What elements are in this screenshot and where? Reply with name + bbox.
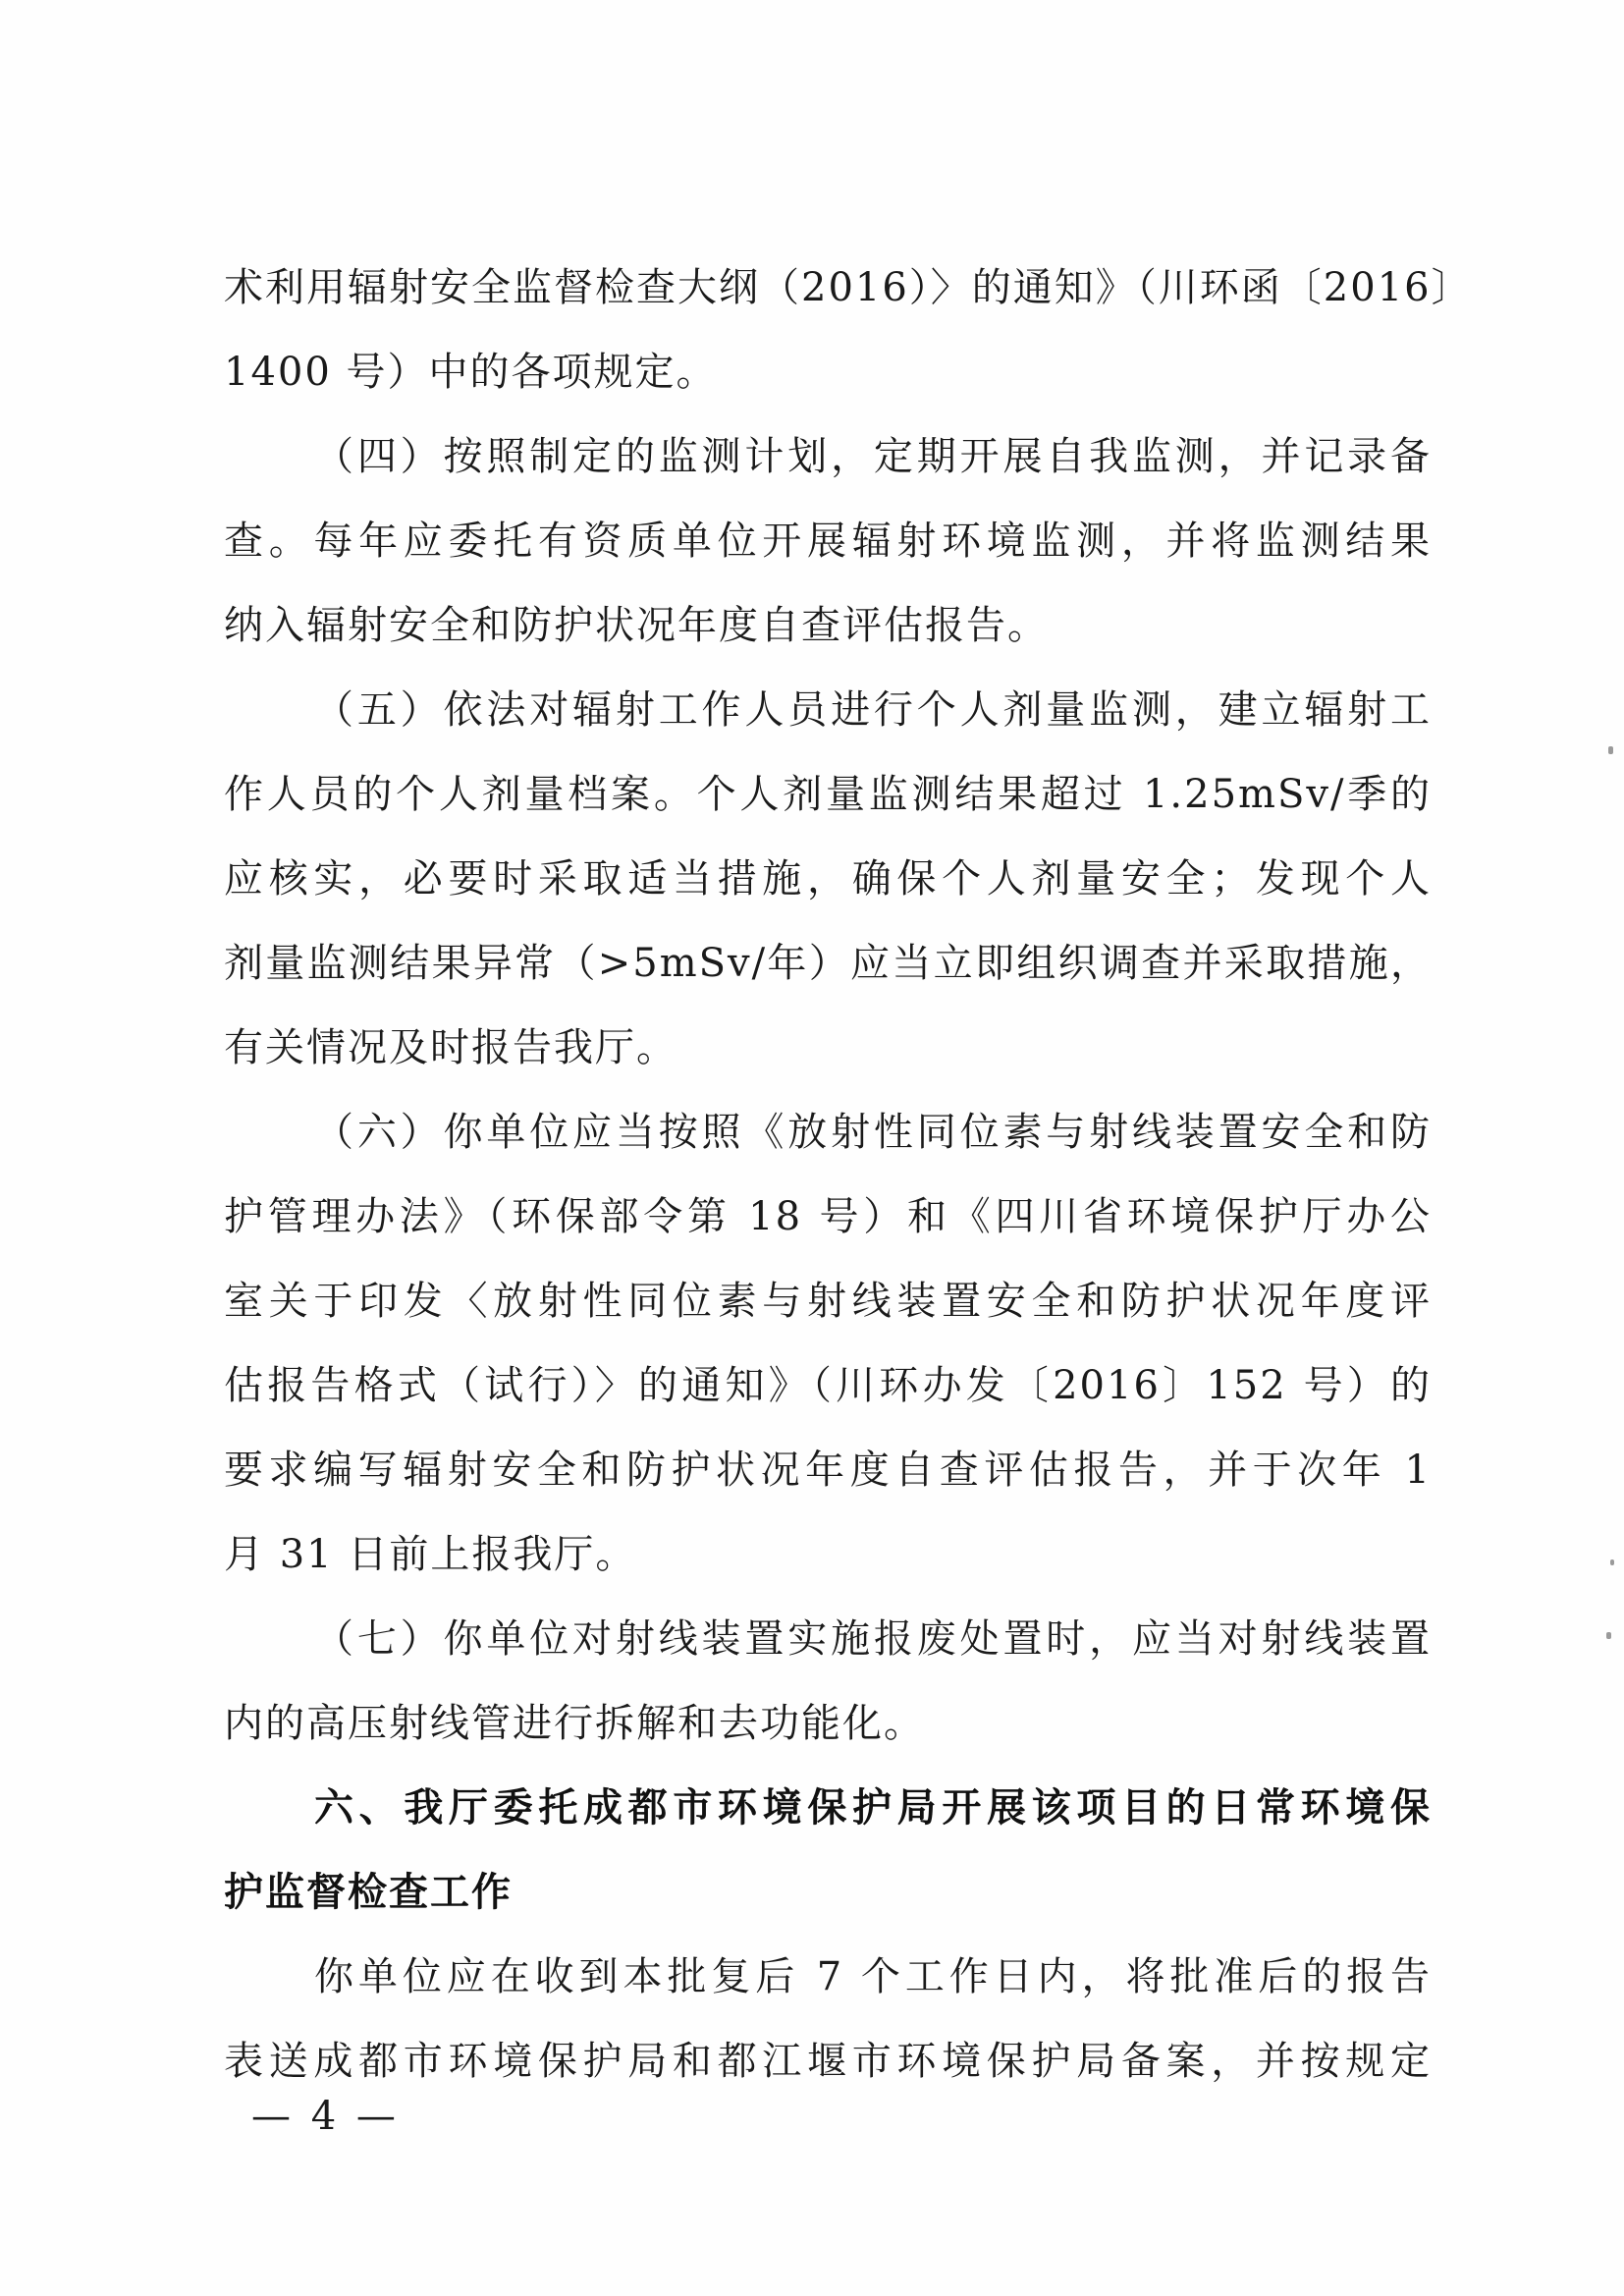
- section-heading-line-1: 六、我厅委托成都市环境保护局开展该项目的日常环境保: [314, 1785, 1432, 1831]
- text-line-2: 1400 号）中的各项规定。: [224, 350, 718, 395]
- section-heading-line-2: 护监督检查工作: [224, 1870, 513, 1915]
- text-line-7: 作人员的个人剂量档案。个人剂量监测结果超过 1.25mSv/季的: [224, 772, 1432, 817]
- text-line-6: （五）依法对辐射工作人员进行个人剂量监测，建立辐射工: [314, 687, 1432, 733]
- text-line-15: 要求编写辐射安全和防护状况年度自查评估报告，并于次年 1: [224, 1448, 1432, 1493]
- text-line-5: 纳入辐射安全和防护状况年度自查评估报告。: [224, 603, 1049, 648]
- text-line-12: 护管理办法》（环保部令第 18 号）和《四川省环境保护厅办公: [224, 1194, 1432, 1239]
- text-line-18: 内的高压射线管进行拆解和去功能化。: [224, 1701, 925, 1746]
- document-body: [224, 246, 1473, 2104]
- text-line-4: 查。每年应委托有资质单位开展辐射环境监测，并将监测结果: [224, 519, 1432, 564]
- scan-speck-1: [1608, 746, 1613, 754]
- page-number: — 4 —: [251, 2094, 400, 2139]
- scan-speck-3: [1606, 1632, 1611, 1639]
- text-line-1: 术利用辐射安全监督检查大纲（2016）〉的通知》（川环函〔2016〕: [224, 265, 1473, 310]
- text-line-17: （七）你单位对射线装置实施报废处置时，应当对射线装置: [314, 1616, 1432, 1662]
- scan-speck-2: [1610, 1559, 1614, 1565]
- text-line-11: （六）你单位应当按照《放射性同位素与射线装置安全和防: [314, 1110, 1432, 1155]
- text-line-3: （四）按照制定的监测计划，定期开展自我监测，并记录备: [314, 434, 1432, 479]
- text-line-8: 应核实，必要时采取适当措施，确保个人剂量安全；发现个人: [224, 856, 1432, 902]
- text-line-16: 月 31 日前上报我厅。: [224, 1532, 637, 1577]
- text-line-22: 表送成都市环境保护局和都江堰市环境保护局备案，并按规定: [224, 2039, 1432, 2084]
- text-line-9: 剂量监测结果异常（>5mSv/年）应当立即组织调查并采取措施，: [224, 941, 1432, 986]
- text-line-14: 估报告格式（试行）〉的通知》（川环办发〔2016〕152 号）的: [224, 1363, 1432, 1408]
- text-line-13: 室关于印发〈放射性同位素与射线装置安全和防护状况年度评: [224, 1279, 1432, 1324]
- text-line-21: 你单位应在收到本批复后 7 个工作日内，将批准后的报告: [314, 1954, 1432, 1999]
- text-line-10: 有关情况及时报告我厅。: [224, 1025, 677, 1070]
